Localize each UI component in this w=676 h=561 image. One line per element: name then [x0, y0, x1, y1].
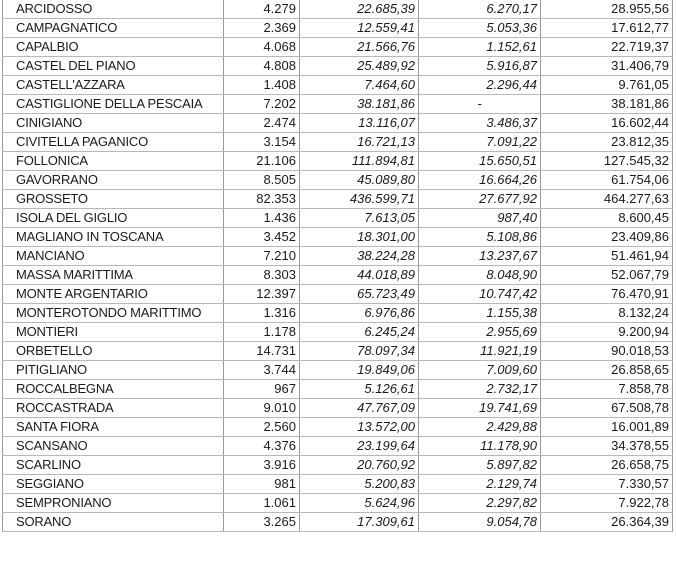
cell-comune: PITIGLIANO: [3, 361, 224, 380]
cell-totale: 31.406,79: [541, 57, 673, 76]
data-table: [2, 0, 673, 532]
table-row: [3, 418, 673, 437]
table-row: [3, 57, 673, 76]
table-row: [3, 513, 673, 532]
cell-quota-b: 15.650,51: [419, 152, 541, 171]
table-row: [3, 342, 673, 361]
cell-popolazione: 2.474: [224, 114, 300, 133]
cell-comune: SEMPRONIANO: [3, 494, 224, 513]
cell-comune: MONTE ARGENTARIO: [3, 285, 224, 304]
cell-quota-a: 436.599,71: [300, 190, 419, 209]
cell-totale: 26.658,75: [541, 456, 673, 475]
table-row: [3, 475, 673, 494]
cell-quota-b: 2.296,44: [419, 76, 541, 95]
table-row: [3, 190, 673, 209]
cell-totale: 8.600,45: [541, 209, 673, 228]
cell-popolazione: 14.731: [224, 342, 300, 361]
cell-comune: SEGGIANO: [3, 475, 224, 494]
cell-totale: 23.812,35: [541, 133, 673, 152]
cell-totale: 8.132,24: [541, 304, 673, 323]
table-row: [3, 399, 673, 418]
cell-totale: 7.858,78: [541, 380, 673, 399]
cell-comune: CASTEL DEL PIANO: [3, 57, 224, 76]
cell-totale: 76.470,91: [541, 285, 673, 304]
cell-quota-b: 2.129,74: [419, 475, 541, 494]
cell-totale: 34.378,55: [541, 437, 673, 456]
cell-comune: CASTELL'AZZARA: [3, 76, 224, 95]
cell-totale: 7.922,78: [541, 494, 673, 513]
cell-quota-b: 13.237,67: [419, 247, 541, 266]
cell-totale: 51.461,94: [541, 247, 673, 266]
table-row: [3, 285, 673, 304]
cell-quota-a: 44.018,89: [300, 266, 419, 285]
cell-comune: ROCCASTRADA: [3, 399, 224, 418]
cell-popolazione: 2.369: [224, 19, 300, 38]
cell-comune: ORBETELLO: [3, 342, 224, 361]
cell-quota-b: 6.270,17: [419, 0, 541, 19]
cell-totale: 67.508,78: [541, 399, 673, 418]
table-row: [3, 228, 673, 247]
cell-quota-a: 7.464,60: [300, 76, 419, 95]
cell-comune: CAMPAGNATICO: [3, 19, 224, 38]
cell-quota-b: 19.741,69: [419, 399, 541, 418]
cell-popolazione: 3.265: [224, 513, 300, 532]
cell-quota-b: 5.108,86: [419, 228, 541, 247]
cell-popolazione: 3.154: [224, 133, 300, 152]
cell-quota-b: 2.297,82: [419, 494, 541, 513]
cell-popolazione: 3.916: [224, 456, 300, 475]
cell-quota-b: 27.677,92: [419, 190, 541, 209]
cell-quota-a: 25.489,92: [300, 57, 419, 76]
cell-quota-a: 20.760,92: [300, 456, 419, 475]
cell-popolazione: 8.303: [224, 266, 300, 285]
cell-popolazione: 2.560: [224, 418, 300, 437]
cell-quota-a: 47.767,09: [300, 399, 419, 418]
cell-quota-b: 5.916,87: [419, 57, 541, 76]
cell-totale: 38.181,86: [541, 95, 673, 114]
cell-quota-b: 10.747,42: [419, 285, 541, 304]
cell-quota-a: 18.301,00: [300, 228, 419, 247]
cell-popolazione: 981: [224, 475, 300, 494]
table-row: [3, 247, 673, 266]
table-row: [3, 494, 673, 513]
cell-totale: 16.001,89: [541, 418, 673, 437]
table-row: [3, 361, 673, 380]
cell-totale: 17.612,77: [541, 19, 673, 38]
cell-quota-a: 78.097,34: [300, 342, 419, 361]
cell-comune: MAGLIANO IN TOSCANA: [3, 228, 224, 247]
cell-popolazione: 8.505: [224, 171, 300, 190]
cell-quota-a: 5.200,83: [300, 475, 419, 494]
cell-quota-b: 2.429,88: [419, 418, 541, 437]
cell-quota-a: 45.089,80: [300, 171, 419, 190]
cell-quota-a: 22.685,39: [300, 0, 419, 19]
cell-quota-a: 38.224,28: [300, 247, 419, 266]
cell-popolazione: 1.436: [224, 209, 300, 228]
cell-comune: MONTIERI: [3, 323, 224, 342]
cell-popolazione: 4.279: [224, 0, 300, 19]
cell-quota-a: 13.572,00: [300, 418, 419, 437]
cell-quota-a: 23.199,64: [300, 437, 419, 456]
cell-popolazione: 4.808: [224, 57, 300, 76]
table-row: [3, 456, 673, 475]
table-row: [3, 133, 673, 152]
cell-popolazione: 9.010: [224, 399, 300, 418]
cell-popolazione: 3.744: [224, 361, 300, 380]
cell-popolazione: 1.178: [224, 323, 300, 342]
table-row: [3, 19, 673, 38]
cell-comune: CINIGIANO: [3, 114, 224, 133]
cell-quota-a: 16.721,13: [300, 133, 419, 152]
cell-comune: GAVORRANO: [3, 171, 224, 190]
cell-quota-a: 17.309,61: [300, 513, 419, 532]
cell-quota-a: 13.116,07: [300, 114, 419, 133]
cell-comune: ISOLA DEL GIGLIO: [3, 209, 224, 228]
cell-quota-b: 7.009,60: [419, 361, 541, 380]
cell-totale: 23.409,86: [541, 228, 673, 247]
cell-quota-b: 9.054,78: [419, 513, 541, 532]
cell-totale: 28.955,56: [541, 0, 673, 19]
cell-quota-a: 5.624,96: [300, 494, 419, 513]
cell-totale: 61.754,06: [541, 171, 673, 190]
cell-quota-a: 38.181,86: [300, 95, 419, 114]
table-row: [3, 152, 673, 171]
cell-quota-b: 1.152,61: [419, 38, 541, 57]
cell-popolazione: 4.068: [224, 38, 300, 57]
cell-quota-b: 16.664,26: [419, 171, 541, 190]
table-row: [3, 323, 673, 342]
table-row: [3, 171, 673, 190]
cell-comune: CIVITELLA PAGANICO: [3, 133, 224, 152]
cell-popolazione: 12.397: [224, 285, 300, 304]
cell-popolazione: 1.061: [224, 494, 300, 513]
cell-quota-b: 2.955,69: [419, 323, 541, 342]
cell-quota-b: 3.486,37: [419, 114, 541, 133]
cell-quota-b: 5.897,82: [419, 456, 541, 475]
cell-popolazione: 7.210: [224, 247, 300, 266]
cell-popolazione: 21.106: [224, 152, 300, 171]
cell-popolazione: 4.376: [224, 437, 300, 456]
cell-quota-b: 2.732,17: [419, 380, 541, 399]
table-row: [3, 437, 673, 456]
table-body: [3, 0, 673, 532]
cell-comune: MASSA MARITTIMA: [3, 266, 224, 285]
cell-totale: 464.277,63: [541, 190, 673, 209]
cell-totale: 22.719,37: [541, 38, 673, 57]
cell-popolazione: 967: [224, 380, 300, 399]
cell-quota-a: 6.245,24: [300, 323, 419, 342]
cell-comune: SCANSANO: [3, 437, 224, 456]
table-row: [3, 38, 673, 57]
cell-comune: ROCCALBEGNA: [3, 380, 224, 399]
cell-totale: 26.364,39: [541, 513, 673, 532]
cell-quota-a: 5.126,61: [300, 380, 419, 399]
table-row: [3, 209, 673, 228]
cell-quota-a: 21.566,76: [300, 38, 419, 57]
table-row: [3, 304, 673, 323]
cell-quota-a: 19.849,06: [300, 361, 419, 380]
cell-quota-a: 7.613,05: [300, 209, 419, 228]
cell-quota-b: 987,40: [419, 209, 541, 228]
cell-comune: SORANO: [3, 513, 224, 532]
table-row: [3, 0, 673, 19]
cell-quota-b: 8.048,90: [419, 266, 541, 285]
cell-popolazione: 82.353: [224, 190, 300, 209]
cell-popolazione: 7.202: [224, 95, 300, 114]
cell-comune: CAPALBIO: [3, 38, 224, 57]
cell-quota-a: 6.976,86: [300, 304, 419, 323]
cell-comune: ARCIDOSSO: [3, 0, 224, 19]
cell-comune: MANCIANO: [3, 247, 224, 266]
cell-totale: 127.545,32: [541, 152, 673, 171]
cell-totale: 16.602,44: [541, 114, 673, 133]
cell-comune: SCARLINO: [3, 456, 224, 475]
cell-quota-b: 1.155,38: [419, 304, 541, 323]
cell-popolazione: 1.316: [224, 304, 300, 323]
cell-quota-b: 11.178,90: [419, 437, 541, 456]
cell-totale: 9.761,05: [541, 76, 673, 95]
cell-comune: GROSSETO: [3, 190, 224, 209]
cell-quota-a: 111.894,81: [300, 152, 419, 171]
cell-quota-a: 65.723,49: [300, 285, 419, 304]
cell-quota-b: 11.921,19: [419, 342, 541, 361]
cell-popolazione: 1.408: [224, 76, 300, 95]
cell-popolazione: 3.452: [224, 228, 300, 247]
table-row: [3, 95, 673, 114]
cell-totale: 90.018,53: [541, 342, 673, 361]
cell-totale: 26.858,65: [541, 361, 673, 380]
cell-comune: FOLLONICA: [3, 152, 224, 171]
table-row: [3, 76, 673, 95]
cell-totale: 52.067,79: [541, 266, 673, 285]
table-row: [3, 114, 673, 133]
cell-quota-a: 12.559,41: [300, 19, 419, 38]
cell-comune: CASTIGLIONE DELLA PESCAIA: [3, 95, 224, 114]
cell-totale: 9.200,94: [541, 323, 673, 342]
cell-quota-b: 5.053,36: [419, 19, 541, 38]
cell-quota-b: -: [419, 95, 541, 114]
cell-comune: MONTEROTONDO MARITTIMO: [3, 304, 224, 323]
cell-comune: SANTA FIORA: [3, 418, 224, 437]
cell-totale: 7.330,57: [541, 475, 673, 494]
table-row: [3, 266, 673, 285]
cell-quota-b: 7.091,22: [419, 133, 541, 152]
table-row: [3, 380, 673, 399]
